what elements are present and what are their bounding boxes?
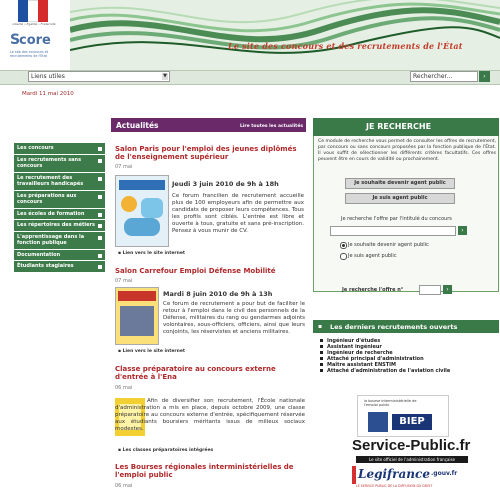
derniers-item-label: Assistant ingénieur <box>327 344 382 350</box>
nav-item-label: Documentation <box>17 251 61 258</box>
biep-logo[interactable] <box>357 395 449 437</box>
square-bullet-icon <box>320 345 323 348</box>
square-bullet-icon <box>98 159 102 163</box>
chevron-down-icon[interactable]: ▼ <box>163 73 167 79</box>
radio-agent-label: Je suis agent public <box>348 253 397 259</box>
nav-item-repertoires[interactable] <box>14 220 105 232</box>
square-bullet-icon <box>98 147 102 151</box>
actualites-title: Actualités <box>116 121 159 130</box>
derniers-item-label: Ingénieur d'études <box>327 338 381 344</box>
radio-devenir-label: Je souhaite devenir agent public <box>348 242 429 248</box>
square-bullet-icon <box>320 363 323 366</box>
article-date: 07 mai <box>115 164 133 170</box>
numero-input[interactable] <box>419 285 441 295</box>
legifrance-caption: LE SERVICE PUBLIC DE LA DIFFUSION DU DROIT <box>356 484 433 488</box>
derniers-list <box>320 338 450 374</box>
header-banner <box>70 0 500 70</box>
article-body: Ce forum de recrutement a pour but de faciliter le retour à l'emploi dans le civil des personnels de la Défense, militaires du rang ou gendarmes adjoints volontaires, sous-officiers, officiers, ainsi que leurs conjoints, les réservistes et anciens militaires. <box>163 301 305 335</box>
square-bullet-icon <box>98 236 102 240</box>
nav-item-label: Les préparations aux concours <box>17 192 77 205</box>
nav-item-label: Les répertoires des métiers <box>17 222 95 228</box>
biep-name: BIEP <box>392 414 432 430</box>
nav-item-label: Étudiants stagiaires <box>17 263 74 269</box>
service-public-caption: Le site officiel de l'administration française <box>356 456 468 463</box>
biep-caption: la bourse interministérielle de l'emploi public <box>364 399 417 407</box>
article-date: 06 mai <box>115 385 133 391</box>
numero-search-button[interactable]: › <box>443 285 452 294</box>
liens-utiles-select[interactable] <box>28 71 170 82</box>
nav-item-etudiants[interactable] <box>14 261 105 273</box>
radio-agent[interactable] <box>340 253 347 260</box>
nav-item-travailleurs-handicapes[interactable] <box>14 173 105 191</box>
nav-item-concours[interactable] <box>14 143 105 155</box>
nav-item-label: Les écoles de formation <box>17 210 85 217</box>
logo-letter-s: S <box>10 32 21 48</box>
derniers-item-label: Maître assistant ENSTIM <box>327 362 396 368</box>
banner-waves <box>70 0 500 70</box>
square-bullet-icon <box>320 357 323 360</box>
article-body: Ce forum francilien de recrutement accueille plus de 100 employeurs afin de permettre aux candidats de proposer leurs compétences. Tous les profils sont ciblés. L'entrée est libre et ouverte à tous, gratuite et sans pré-inscription. Pensez à vous munir de CV. <box>172 193 304 234</box>
search-input[interactable]: Rechercher... <box>410 71 478 82</box>
legifrance-mark-icon <box>352 466 356 484</box>
derniers-title: Les derniers recrutements ouverts <box>330 323 458 331</box>
nav-item-label: L'apprentissage dans la fonction publique <box>17 233 85 246</box>
nav-item-label: Les recrutements sans concours <box>17 156 82 169</box>
derniers-item-label: Attaché d'administration de l'aviation civile <box>327 368 451 374</box>
square-bullet-icon <box>320 339 323 342</box>
article-thumbnail[interactable] <box>115 175 169 247</box>
nav-item-documentation[interactable] <box>14 250 105 262</box>
service-public-logo[interactable]: Service-Public.fr <box>352 437 471 454</box>
article-date: 06 mai <box>115 483 133 489</box>
article-title[interactable]: Les Bourses régionales interministérielles de l'emploi public <box>115 463 294 479</box>
logo-subtitle: Le site des concours et recrutements de l'État <box>10 50 49 58</box>
article-title[interactable]: Salon Paris pour l'emploi des jeunes diplômés de l'enseignement supérieur <box>115 145 297 161</box>
article-body: Afin de diversifier son recrutement, l'École nationale d'administration a mis en place, depuis octobre 2009, une classe préparatoire au concours externe d'entrée, spécifiquement réservée aux étudiants boursiers méritants issus de milieux sociaux modestes. <box>115 398 305 432</box>
search-button[interactable]: › <box>479 71 490 82</box>
square-bullet-icon <box>320 351 323 354</box>
nav-item-sans-concours[interactable] <box>14 155 105 173</box>
site-tagline: Le site des concours et des recrutements de l'État <box>228 41 463 51</box>
republique-flag-icon <box>18 0 48 22</box>
article-thumbnail[interactable] <box>115 287 159 345</box>
derniers-item-label: Ingénieur de recherche <box>327 350 393 356</box>
liens-utiles-value: Liens utiles <box>31 73 65 80</box>
all-news-link[interactable]: Lire toutes les actualités <box>240 124 304 129</box>
square-bullet-icon <box>320 369 323 372</box>
article-title[interactable]: Salon Carrefour Emploi Défense Mobilité <box>115 267 276 275</box>
square-bullet-icon <box>98 213 102 217</box>
article-date: 07 mai <box>115 278 133 284</box>
legifrance-suffix: .gouv.fr <box>431 470 458 477</box>
square-bullet-icon <box>98 177 102 181</box>
recherche-title: JE RECHERCHE <box>366 122 432 131</box>
article-event-date: Mardi 8 juin 2010 de 9h à 13h <box>163 290 273 298</box>
intitule-search-button[interactable]: › <box>458 226 467 235</box>
radio-devenir[interactable] <box>340 242 347 249</box>
square-bullet-icon <box>98 254 102 258</box>
intitule-label: Je recherche l'offre par l'intitulé du concours <box>341 216 452 222</box>
article-more-link[interactable]: ▪ Les classes préparatoires intégrées <box>118 448 214 453</box>
recherche-description: Ce module de recherche vous permet de consulter les offres de recrutement, par concours ou sans concours proposées par la fonction publique de l'État. Il vous suffit de sélectionner les différents critères facultatifs. Ces offres peuvent être en cours de validité ou prochainement. <box>318 139 496 162</box>
intitule-input[interactable] <box>330 226 456 236</box>
article-title[interactable]: Classe préparatoire au concours externe d'entrée à l'Ena <box>115 365 276 381</box>
logo-tagline: Liberté • Égalité • Fraternité <box>12 22 56 26</box>
nav-item-label: Les concours <box>17 145 54 151</box>
square-bullet-icon <box>98 224 102 228</box>
square-bullet-icon <box>98 195 102 199</box>
article-more-link[interactable]: ▪ Lien vers le site internet <box>118 251 186 256</box>
logo-word-core: core <box>19 33 51 48</box>
article-more-label: Lien vers le site internet <box>122 251 186 256</box>
square-bullet-icon <box>98 265 102 269</box>
derniers-item-label: Attaché principal d'administration <box>327 356 424 362</box>
current-date: Mardi 11 mai 2010 <box>22 91 74 97</box>
nav-item-ecoles[interactable] <box>14 209 105 221</box>
derniers-item[interactable] <box>320 368 450 374</box>
numero-label: Je recherche l'offre n° <box>342 287 404 293</box>
square-bullet-icon: ▪ <box>318 323 323 330</box>
legifrance-logo[interactable]: Legifrance <box>358 467 430 481</box>
article-more-label: Lien vers le site internet <box>122 349 186 354</box>
left-navigation <box>14 143 105 273</box>
article-more-link[interactable]: ▪ Lien vers le site internet <box>118 349 186 354</box>
article-event-date: Jeudi 3 juin 2010 de 9h à 18h <box>172 180 279 188</box>
nav-item-apprentissage[interactable] <box>14 232 105 250</box>
je-suis-agent-button[interactable]: Je suis agent public <box>345 193 455 204</box>
nav-item-preparations[interactable] <box>14 191 105 209</box>
nav-item-label: Le recrutement des travailleurs handicapés <box>17 174 84 187</box>
article-more-label: Les classes préparatoires intégrées <box>122 448 214 453</box>
devenir-agent-button[interactable]: Je souhaite devenir agent public <box>345 178 455 189</box>
